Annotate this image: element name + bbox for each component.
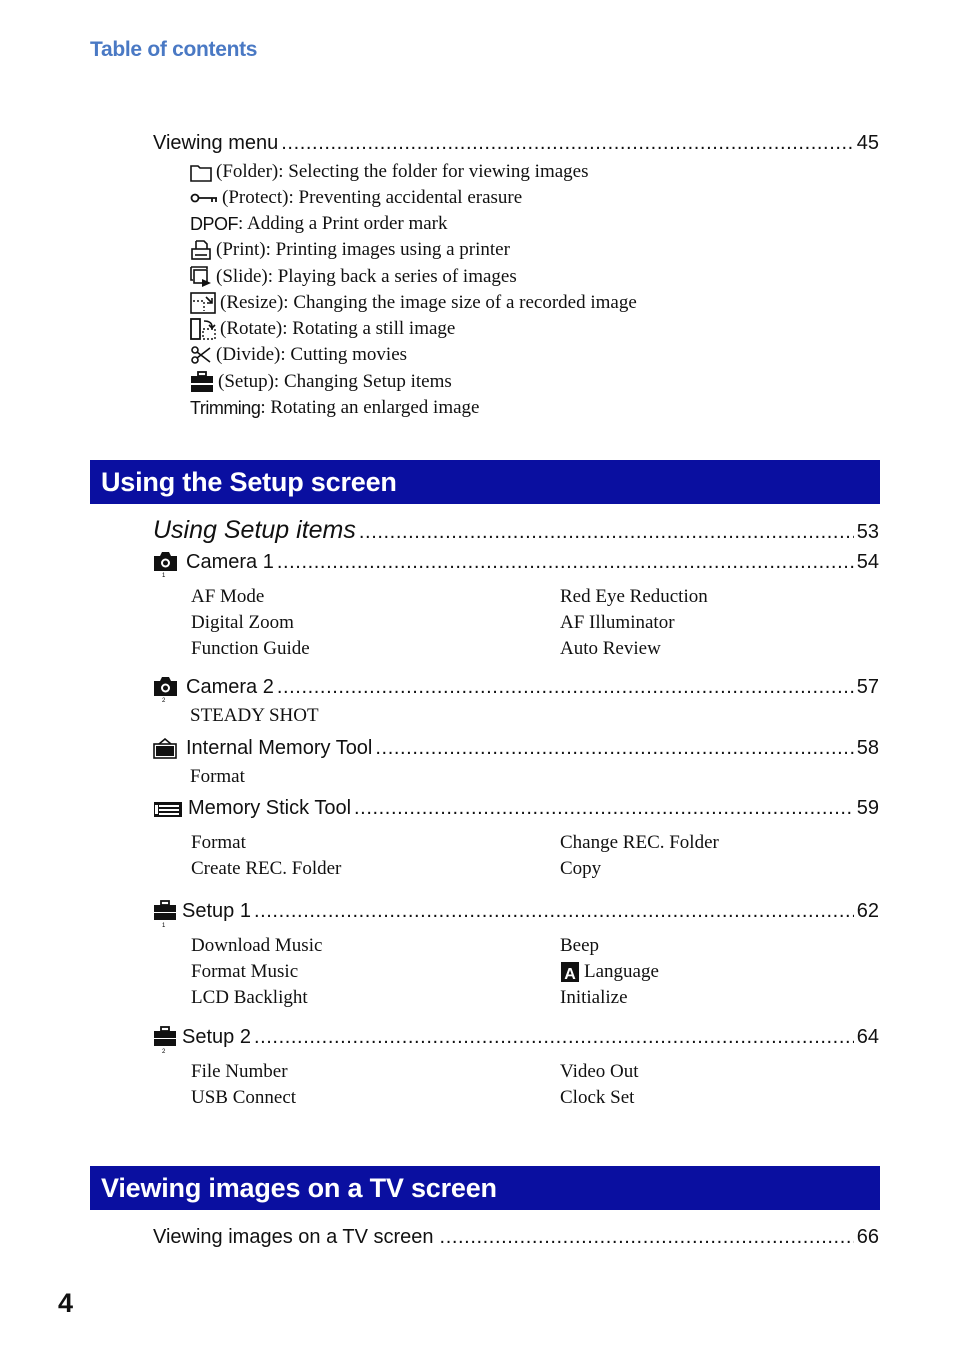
list-item: Format: [190, 766, 245, 787]
list-item: AF Mode: [191, 586, 265, 607]
toc-header: Table of contents: [90, 38, 258, 61]
list-item: Initialize: [560, 987, 628, 1008]
list-item: Video Out: [560, 1061, 639, 1082]
section-banner-tv: Viewing images on a TV screen: [90, 1166, 880, 1210]
list-item: Format Music: [191, 961, 299, 982]
list-item: File Number: [191, 1061, 288, 1082]
toc-entry-setup2[interactable]: [153, 1026, 879, 1054]
entry-page: 64: [856, 1026, 879, 1048]
toc-entry-viewing-menu[interactable]: [153, 132, 879, 155]
sub-item-slide: (Slide): Playing back a series of images: [190, 266, 517, 288]
page-number: 4: [58, 1288, 74, 1318]
list-item: Beep: [560, 935, 600, 956]
list-item: Clock Set: [560, 1087, 635, 1108]
toc-entry-memory-stick-tool[interactable]: [153, 797, 879, 820]
scissors-icon: [190, 345, 212, 365]
sub-item-print: (Print): Printing images using a printer: [190, 239, 510, 261]
dot-leader: [277, 676, 854, 699]
toc-entry-internal-memory-tool[interactable]: [153, 737, 879, 760]
camera-icon: [153, 551, 183, 577]
entry-label: Viewing menu: [153, 132, 279, 154]
sub-item-trimming: Trimming : Rotating an enlarged image: [190, 397, 480, 418]
list-item: Digital Zoom: [191, 612, 294, 633]
resize-icon: [190, 292, 216, 314]
internal-memory-icon: [153, 738, 183, 760]
list-item: Download Music: [191, 935, 323, 956]
list-item: Function Guide: [191, 638, 310, 659]
list-item: Format: [191, 832, 246, 853]
entry-label: Internal Memory Tool: [186, 737, 373, 759]
entry-page: 54: [856, 551, 879, 573]
dot-leader: [440, 1226, 854, 1249]
entry-label: Using Setup items: [153, 516, 356, 544]
sub-item-dpof: DPOF : Adding a Print order mark: [190, 213, 448, 234]
svg-text:A: A: [564, 966, 576, 983]
entry-label: Memory Stick Tool: [188, 797, 352, 819]
list-item: Create REC. Folder: [191, 858, 342, 879]
list-item: Red Eye Reduction: [560, 586, 708, 607]
section-banner-setup: Using the Setup screen: [90, 460, 880, 504]
dot-leader: [354, 797, 854, 820]
svg-text:1: 1: [162, 573, 166, 577]
key-icon: [190, 191, 218, 205]
rotate-icon: [190, 318, 216, 340]
entry-page: 53: [856, 521, 879, 543]
sub-item-setup: (Setup): Changing Setup items: [190, 371, 452, 393]
toolbox-icon: [153, 900, 179, 928]
list-item: AF Illuminator: [560, 612, 675, 633]
toc-entry-camera1[interactable]: [153, 551, 879, 577]
entry-label: Camera 1: [186, 551, 274, 573]
toc-entry-setup1[interactable]: [153, 900, 879, 928]
list-item: USB Connect: [191, 1087, 297, 1108]
sub-item-rotate: (Rotate): Rotating a still image: [190, 318, 455, 340]
sub-item-protect: (Protect): Preventing accidental erasure: [190, 187, 522, 209]
entry-page: 58: [856, 737, 879, 759]
entry-page: 45: [856, 132, 879, 154]
entry-label: Camera 2: [186, 676, 274, 698]
list-item: Auto Review: [560, 638, 661, 659]
entry-page: 62: [856, 900, 879, 922]
entry-label: Setup 2: [182, 1026, 251, 1048]
svg-text:2: 2: [162, 1049, 166, 1054]
camera-icon: [153, 676, 183, 702]
toc-entry-using-setup-items[interactable]: [153, 516, 879, 545]
dot-leader: [281, 132, 853, 155]
svg-text:2: 2: [162, 698, 166, 702]
entry-page: 59: [856, 797, 879, 819]
dot-leader: [375, 737, 853, 760]
list-item: Change REC. Folder: [560, 832, 719, 853]
list-item: LCD Backlight: [191, 987, 308, 1008]
toc-entry-tv-screen[interactable]: [153, 1226, 879, 1249]
sub-item-divide: (Divide): Cutting movies: [190, 344, 407, 366]
entry-page: 57: [856, 676, 879, 698]
folder-icon: [190, 162, 212, 182]
slideshow-icon: [190, 266, 212, 288]
sub-item-resize: (Resize): Changing the image size of a recorded image: [190, 292, 637, 314]
entry-page: 66: [856, 1226, 879, 1248]
toolbox-icon: [153, 1026, 179, 1054]
list-item: STEADY SHOT: [190, 705, 319, 726]
entry-label: Viewing images on a TV screen: [153, 1226, 434, 1248]
language-icon: [560, 961, 580, 983]
dot-leader: [254, 900, 854, 923]
toc-entry-camera2[interactable]: [153, 676, 879, 702]
dot-leader: [254, 1026, 854, 1049]
svg-text:1: 1: [162, 923, 166, 928]
dot-leader: [359, 521, 854, 544]
dot-leader: [277, 551, 854, 574]
toolbox-icon: [190, 371, 214, 393]
printer-icon: [190, 239, 212, 261]
sub-item-folder: (Folder): Selecting the folder for viewing images: [190, 161, 589, 183]
memory-stick-icon: [153, 799, 185, 819]
list-item: Copy: [560, 858, 602, 879]
list-item-language: A Language: [560, 961, 659, 983]
entry-label: Setup 1: [182, 900, 251, 922]
